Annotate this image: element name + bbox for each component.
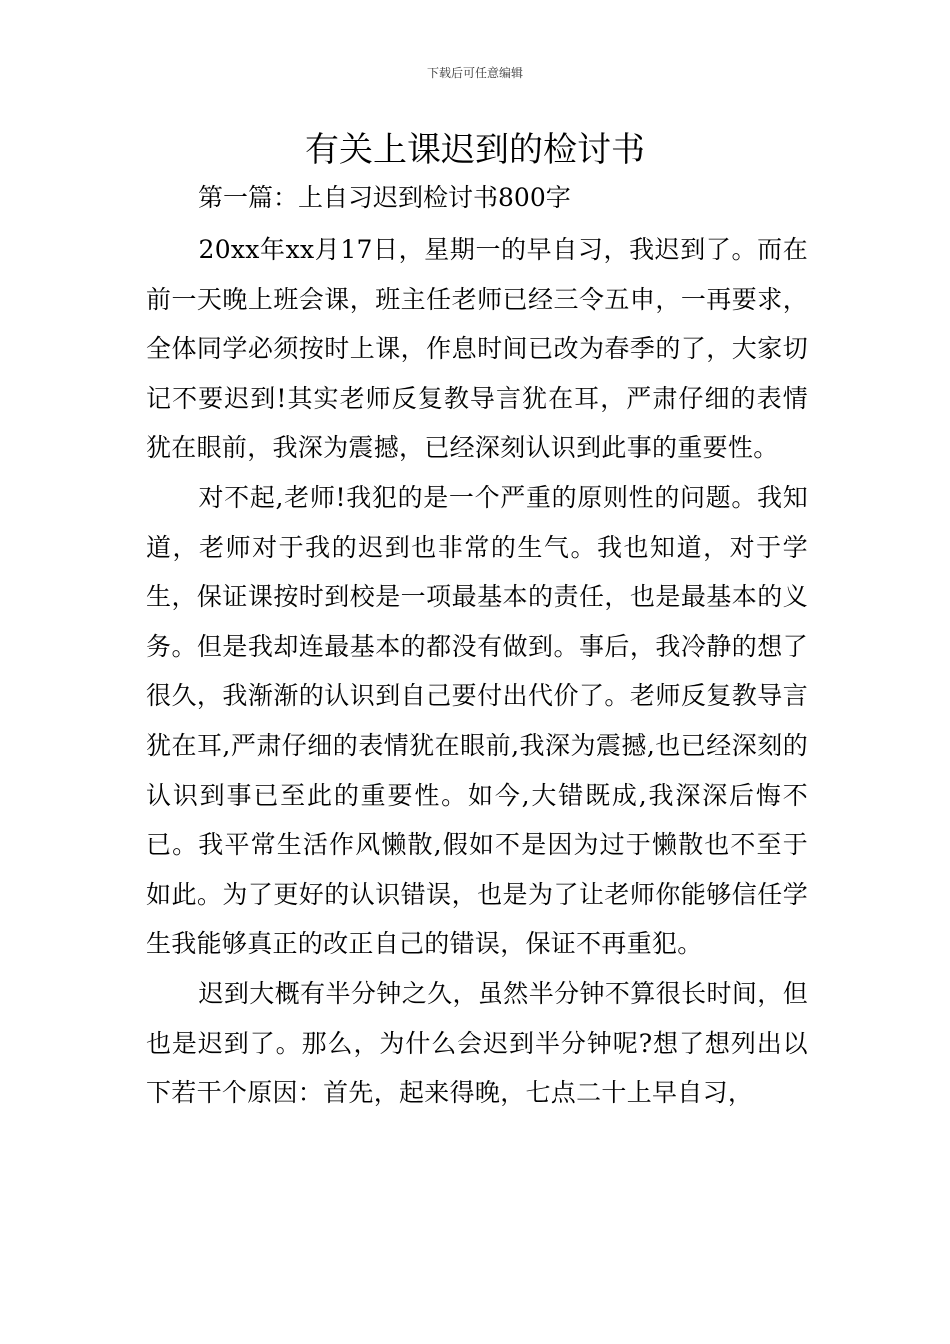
document-title: 有关上课迟到的检讨书 [305, 130, 645, 170]
body-text [146, 225, 808, 1118]
paragraph-3: 迟到大概有半分钟之久，虽然半分钟不算很长时间，但也是迟到了。那么，为什么会迟到半分钟呢?想了想列出以下若干个原因：首先，起来得晚，七点二十上早自习， [146, 978, 808, 1108]
paragraph-2: 对不起,老师!我犯的是一个严重的原则性的问题。我知道，老师对于我的迟到也非常的生气。我也知道，对于学生，保证课按时到校是一项最基本的责任，也是最基本的义务。但是我却连最基本的都没有做到。事后，我冷静的想了很久，我渐渐的认识到自己要付出代价了。老师反复教导言犹在耳,严肃仔细的表情犹在眼前,我深为震撼,也已经深刻的认识到事已至此的重要性。如今,大错既成,我深深后悔不已。我平常生活作风懒散,假如不是因为过于懒散也不至于如此。为了更好的认识错误，也是为了让老师你能够信任学生我能够真正的改正自己的错误，保证不再重犯。 [146, 482, 808, 959]
paragraph-1: 20xx年xx月17日，星期一的早自习，我迟到了。而在前一天晚上班会课，班主任老师已经三令五申，一再要求，全体同学必须按时上课，作息时间已改为春季的了，大家切记不要迟到!其实老师反复教导言犹在耳，严肃仔细的表情犹在眼前，我深为震撼，已经深刻认识到此事的重要性。 [146, 235, 808, 463]
header-note: 下载后可任意编辑 [426, 66, 523, 80]
section-subtitle: 第一篇：上自习迟到检讨书800字 [198, 183, 571, 212]
